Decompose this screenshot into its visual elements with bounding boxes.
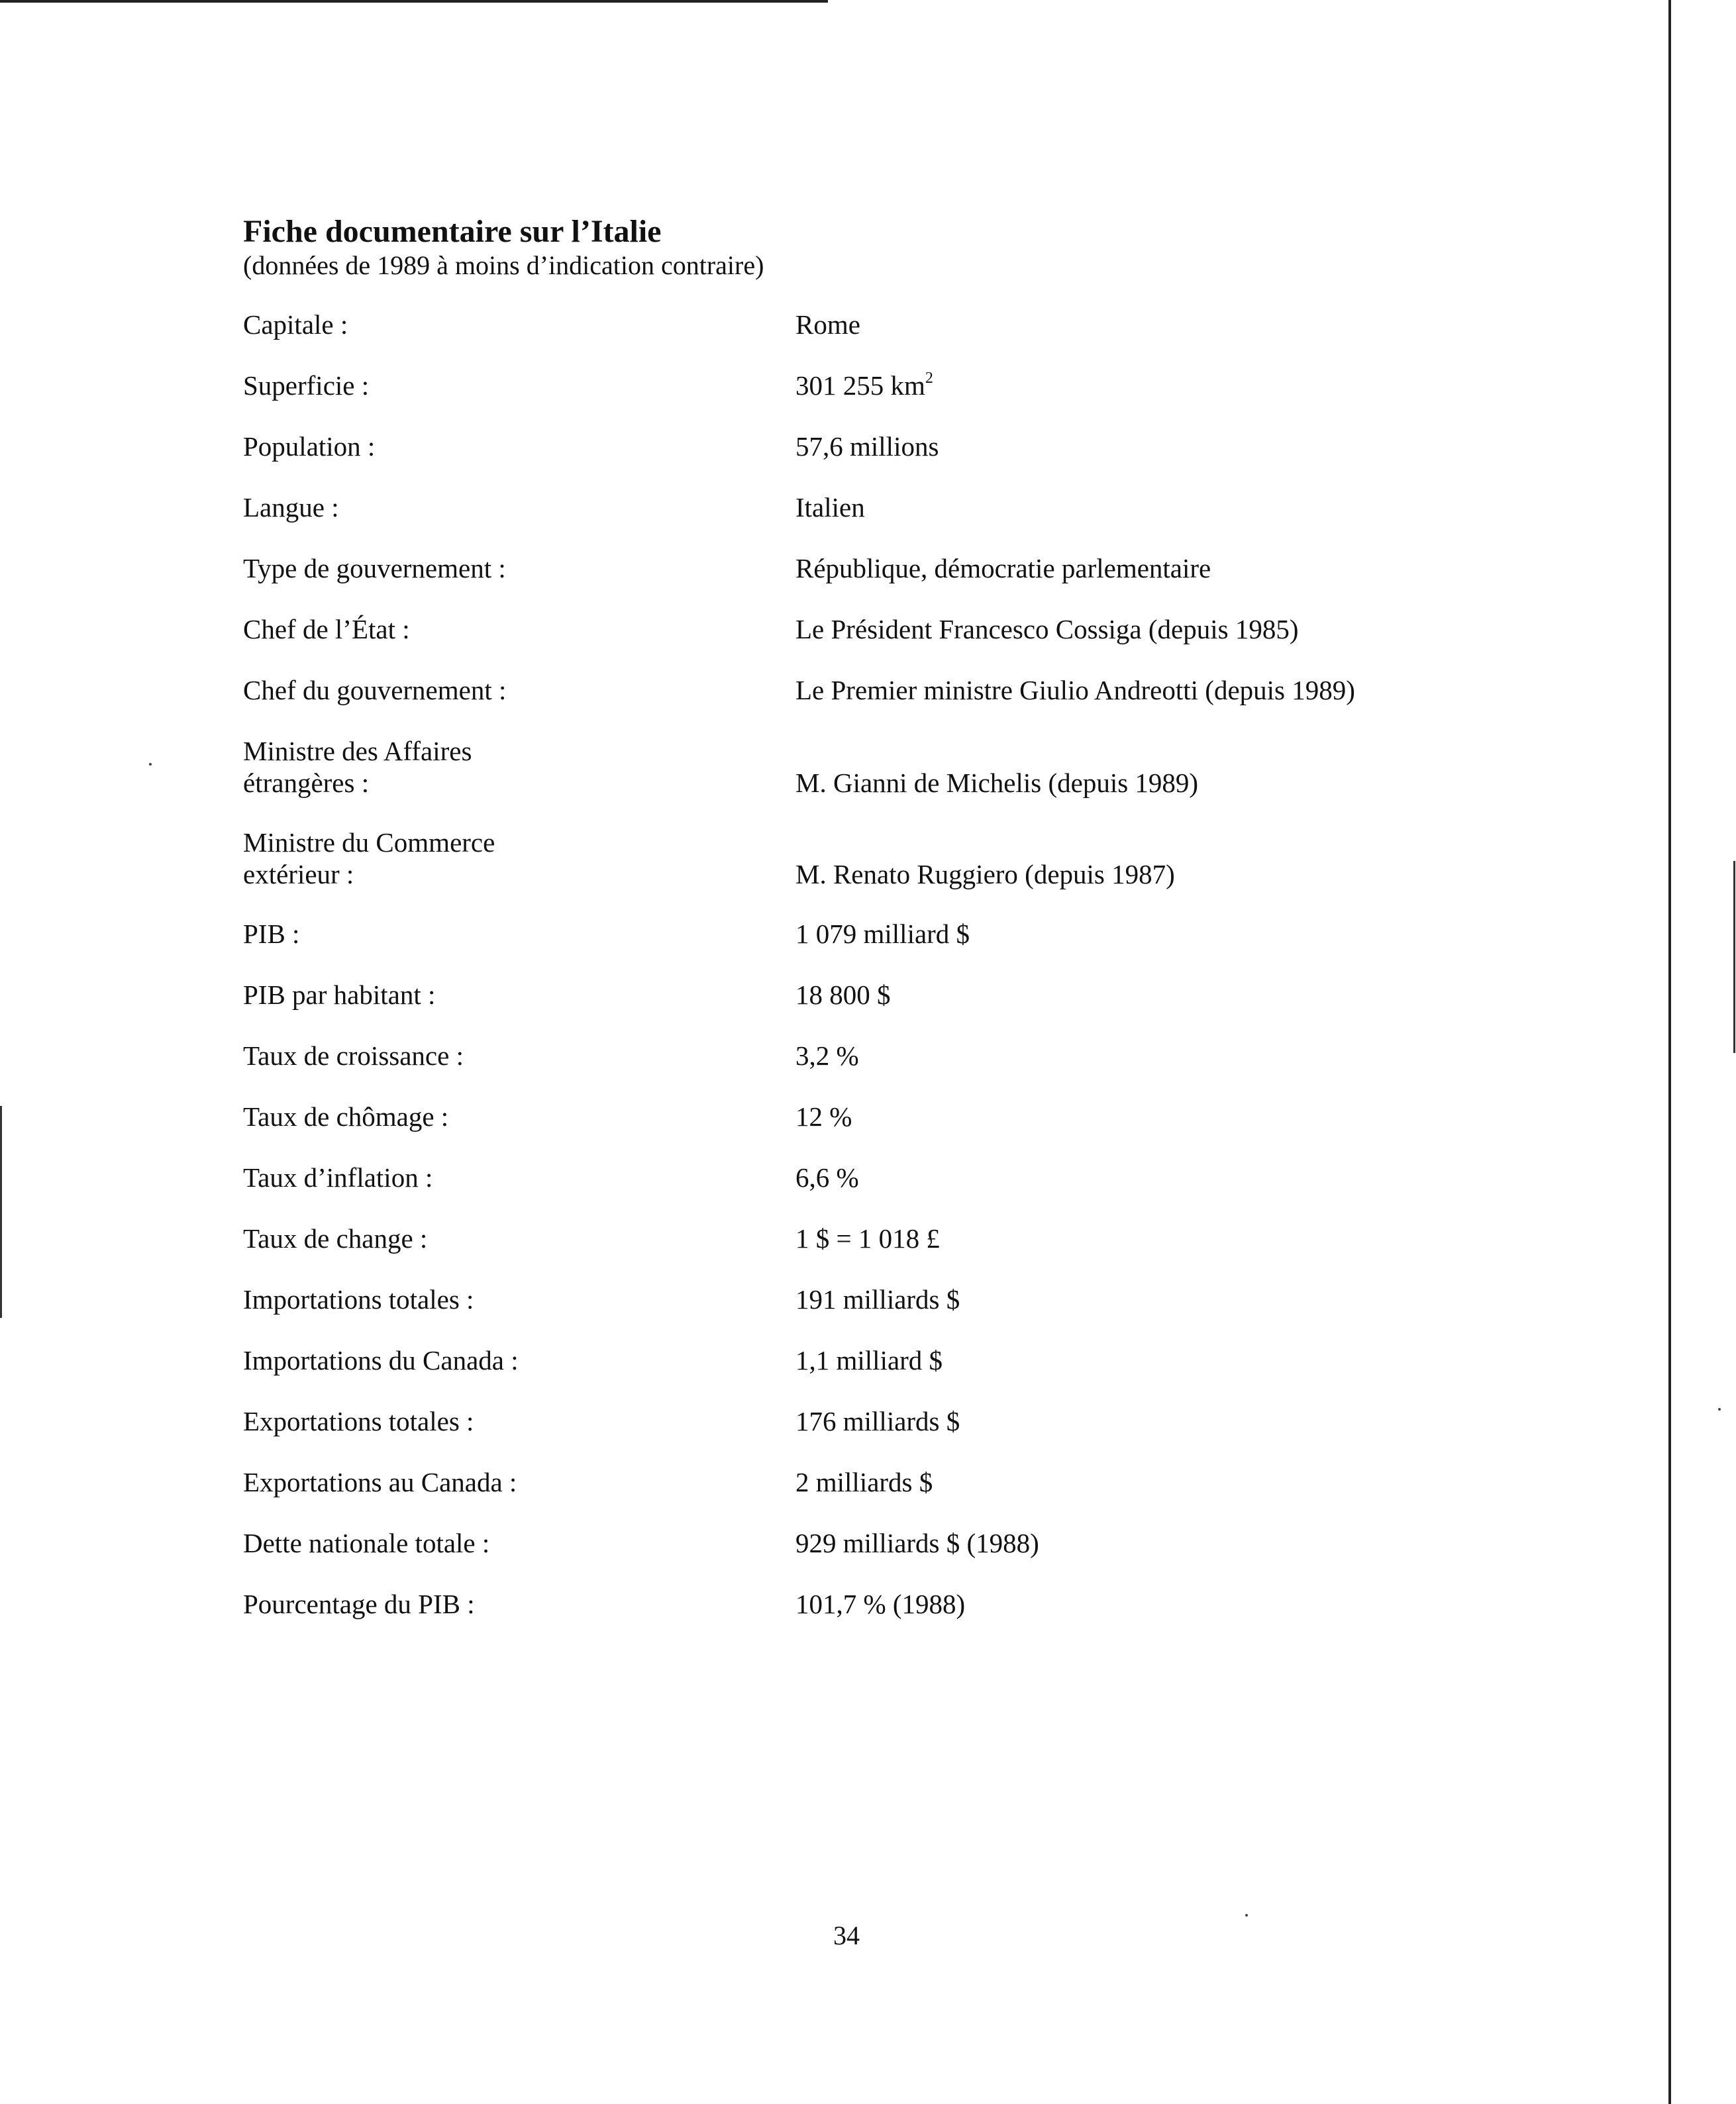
fact-label: Dette nationale totale : bbox=[243, 1528, 490, 1558]
fact-row-ministre-commerce-exterieur bbox=[243, 827, 1468, 890]
fact-label: Importations du Canada : bbox=[243, 1345, 519, 1376]
fact-row-chef-etat bbox=[243, 613, 1468, 645]
scan-edge-top bbox=[0, 0, 828, 3]
scan-speck bbox=[1718, 1408, 1721, 1411]
fact-value: 929 milliards $ (1988) bbox=[795, 1528, 1039, 1558]
fact-row-exportations-canada bbox=[243, 1466, 1468, 1498]
fact-value bbox=[795, 370, 1468, 401]
fact-value: Le Premier ministre Giulio Andreotti (depuis 1989) bbox=[795, 675, 1355, 705]
fact-row-population bbox=[243, 430, 1468, 462]
fact-value: 101,7 % (1988) bbox=[795, 1589, 966, 1619]
fact-label: Taux d’inflation : bbox=[243, 1162, 433, 1193]
fact-value: Rome bbox=[795, 309, 860, 340]
fact-value: 3,2 % bbox=[795, 1040, 859, 1071]
fact-label: Exportations au Canada : bbox=[243, 1467, 517, 1497]
fact-value: 191 milliards $ bbox=[795, 1284, 960, 1315]
fact-label: Superficie : bbox=[243, 370, 370, 401]
fact-row-taux-change bbox=[243, 1223, 1468, 1254]
fact-label-line: Ministre des Affaires bbox=[243, 736, 472, 766]
fact-row-taux-inflation bbox=[243, 1162, 1468, 1193]
fact-value: 2 milliards $ bbox=[795, 1467, 933, 1497]
fact-row-capitale bbox=[243, 309, 1468, 340]
fact-row-langue bbox=[243, 491, 1468, 523]
fact-label: Chef de l’État : bbox=[243, 614, 410, 644]
fact-value: M. Gianni de Michelis (depuis 1989) bbox=[795, 768, 1199, 798]
fact-row-superficie bbox=[243, 370, 1468, 401]
fact-label bbox=[243, 827, 795, 890]
fact-value: M. Renato Ruggiero (depuis 1987) bbox=[795, 859, 1175, 889]
fact-row-taux-chomage bbox=[243, 1101, 1468, 1132]
scan-edge-left bbox=[0, 1106, 2, 1318]
fact-label: Taux de croissance : bbox=[243, 1040, 464, 1071]
fact-row-dette-nationale bbox=[243, 1527, 1468, 1559]
scan-edge-right-outer bbox=[1733, 861, 1735, 1053]
scan-speck bbox=[149, 763, 152, 766]
fact-row-importations-totales bbox=[243, 1283, 1468, 1315]
page-number: 34 bbox=[833, 1921, 860, 1950]
fact-label: Taux de chômage : bbox=[243, 1101, 449, 1132]
fact-label-line: extérieur : bbox=[243, 859, 354, 889]
fact-label: Exportations totales : bbox=[243, 1406, 474, 1436]
fact-label: PIB : bbox=[243, 919, 300, 949]
fact-value: 18 800 $ bbox=[795, 979, 891, 1010]
fact-row-pourcentage-pib bbox=[243, 1588, 1468, 1620]
fact-label: Type de gouvernement : bbox=[243, 553, 506, 583]
fact-value: Le Président Francesco Cossiga (depuis 1985) bbox=[795, 614, 1299, 644]
fact-value: 1 $ = 1 018 £ bbox=[795, 1223, 940, 1254]
fact-row-ministre-affaires-etrangeres bbox=[243, 735, 1468, 799]
fact-row-pib-habitant bbox=[243, 979, 1468, 1011]
fact-sheet-table bbox=[243, 309, 1468, 1649]
fact-value: 6,6 % bbox=[795, 1162, 859, 1193]
scan-edge-right bbox=[1668, 0, 1671, 2104]
fact-label: Population : bbox=[243, 431, 376, 462]
fact-value: 1 079 milliard $ bbox=[795, 919, 970, 949]
fact-value: 12 % bbox=[795, 1101, 852, 1132]
fact-value: 57,6 millions bbox=[795, 431, 939, 462]
superscript: 2 bbox=[925, 370, 933, 387]
fact-row-chef-gouvernement bbox=[243, 674, 1468, 706]
fact-row-taux-croissance bbox=[243, 1040, 1468, 1072]
fact-label: Taux de change : bbox=[243, 1223, 428, 1254]
fact-label: Chef du gouvernement : bbox=[243, 675, 507, 705]
title-block bbox=[243, 213, 764, 281]
fact-label: Capitale : bbox=[243, 309, 348, 340]
fact-label: Langue : bbox=[243, 492, 339, 523]
fact-value: Italien bbox=[795, 492, 865, 523]
fact-row-importations-canada bbox=[243, 1344, 1468, 1376]
document-subtitle: (données de 1989 à moins d’indication contraire) bbox=[243, 250, 764, 280]
fact-label bbox=[243, 735, 795, 799]
fact-label-line: étrangères : bbox=[243, 768, 370, 798]
fact-label: Importations totales : bbox=[243, 1284, 474, 1315]
fact-row-pib bbox=[243, 918, 1468, 950]
document-title: Fiche documentaire sur l’Italie bbox=[243, 214, 662, 249]
fact-label: Pourcentage du PIB : bbox=[243, 1589, 475, 1619]
fact-value: République, démocratie parlementaire bbox=[795, 553, 1211, 583]
fact-value-text: 301 255 km bbox=[795, 370, 925, 401]
fact-row-exportations-totales bbox=[243, 1405, 1468, 1437]
scan-speck bbox=[1245, 1914, 1248, 1917]
fact-row-type-gouvernement bbox=[243, 552, 1468, 584]
fact-value: 1,1 milliard $ bbox=[795, 1345, 943, 1376]
fact-label: PIB par habitant : bbox=[243, 979, 436, 1010]
fact-label-line: Ministre du Commerce bbox=[243, 827, 495, 858]
fact-value: 176 milliards $ bbox=[795, 1406, 960, 1436]
